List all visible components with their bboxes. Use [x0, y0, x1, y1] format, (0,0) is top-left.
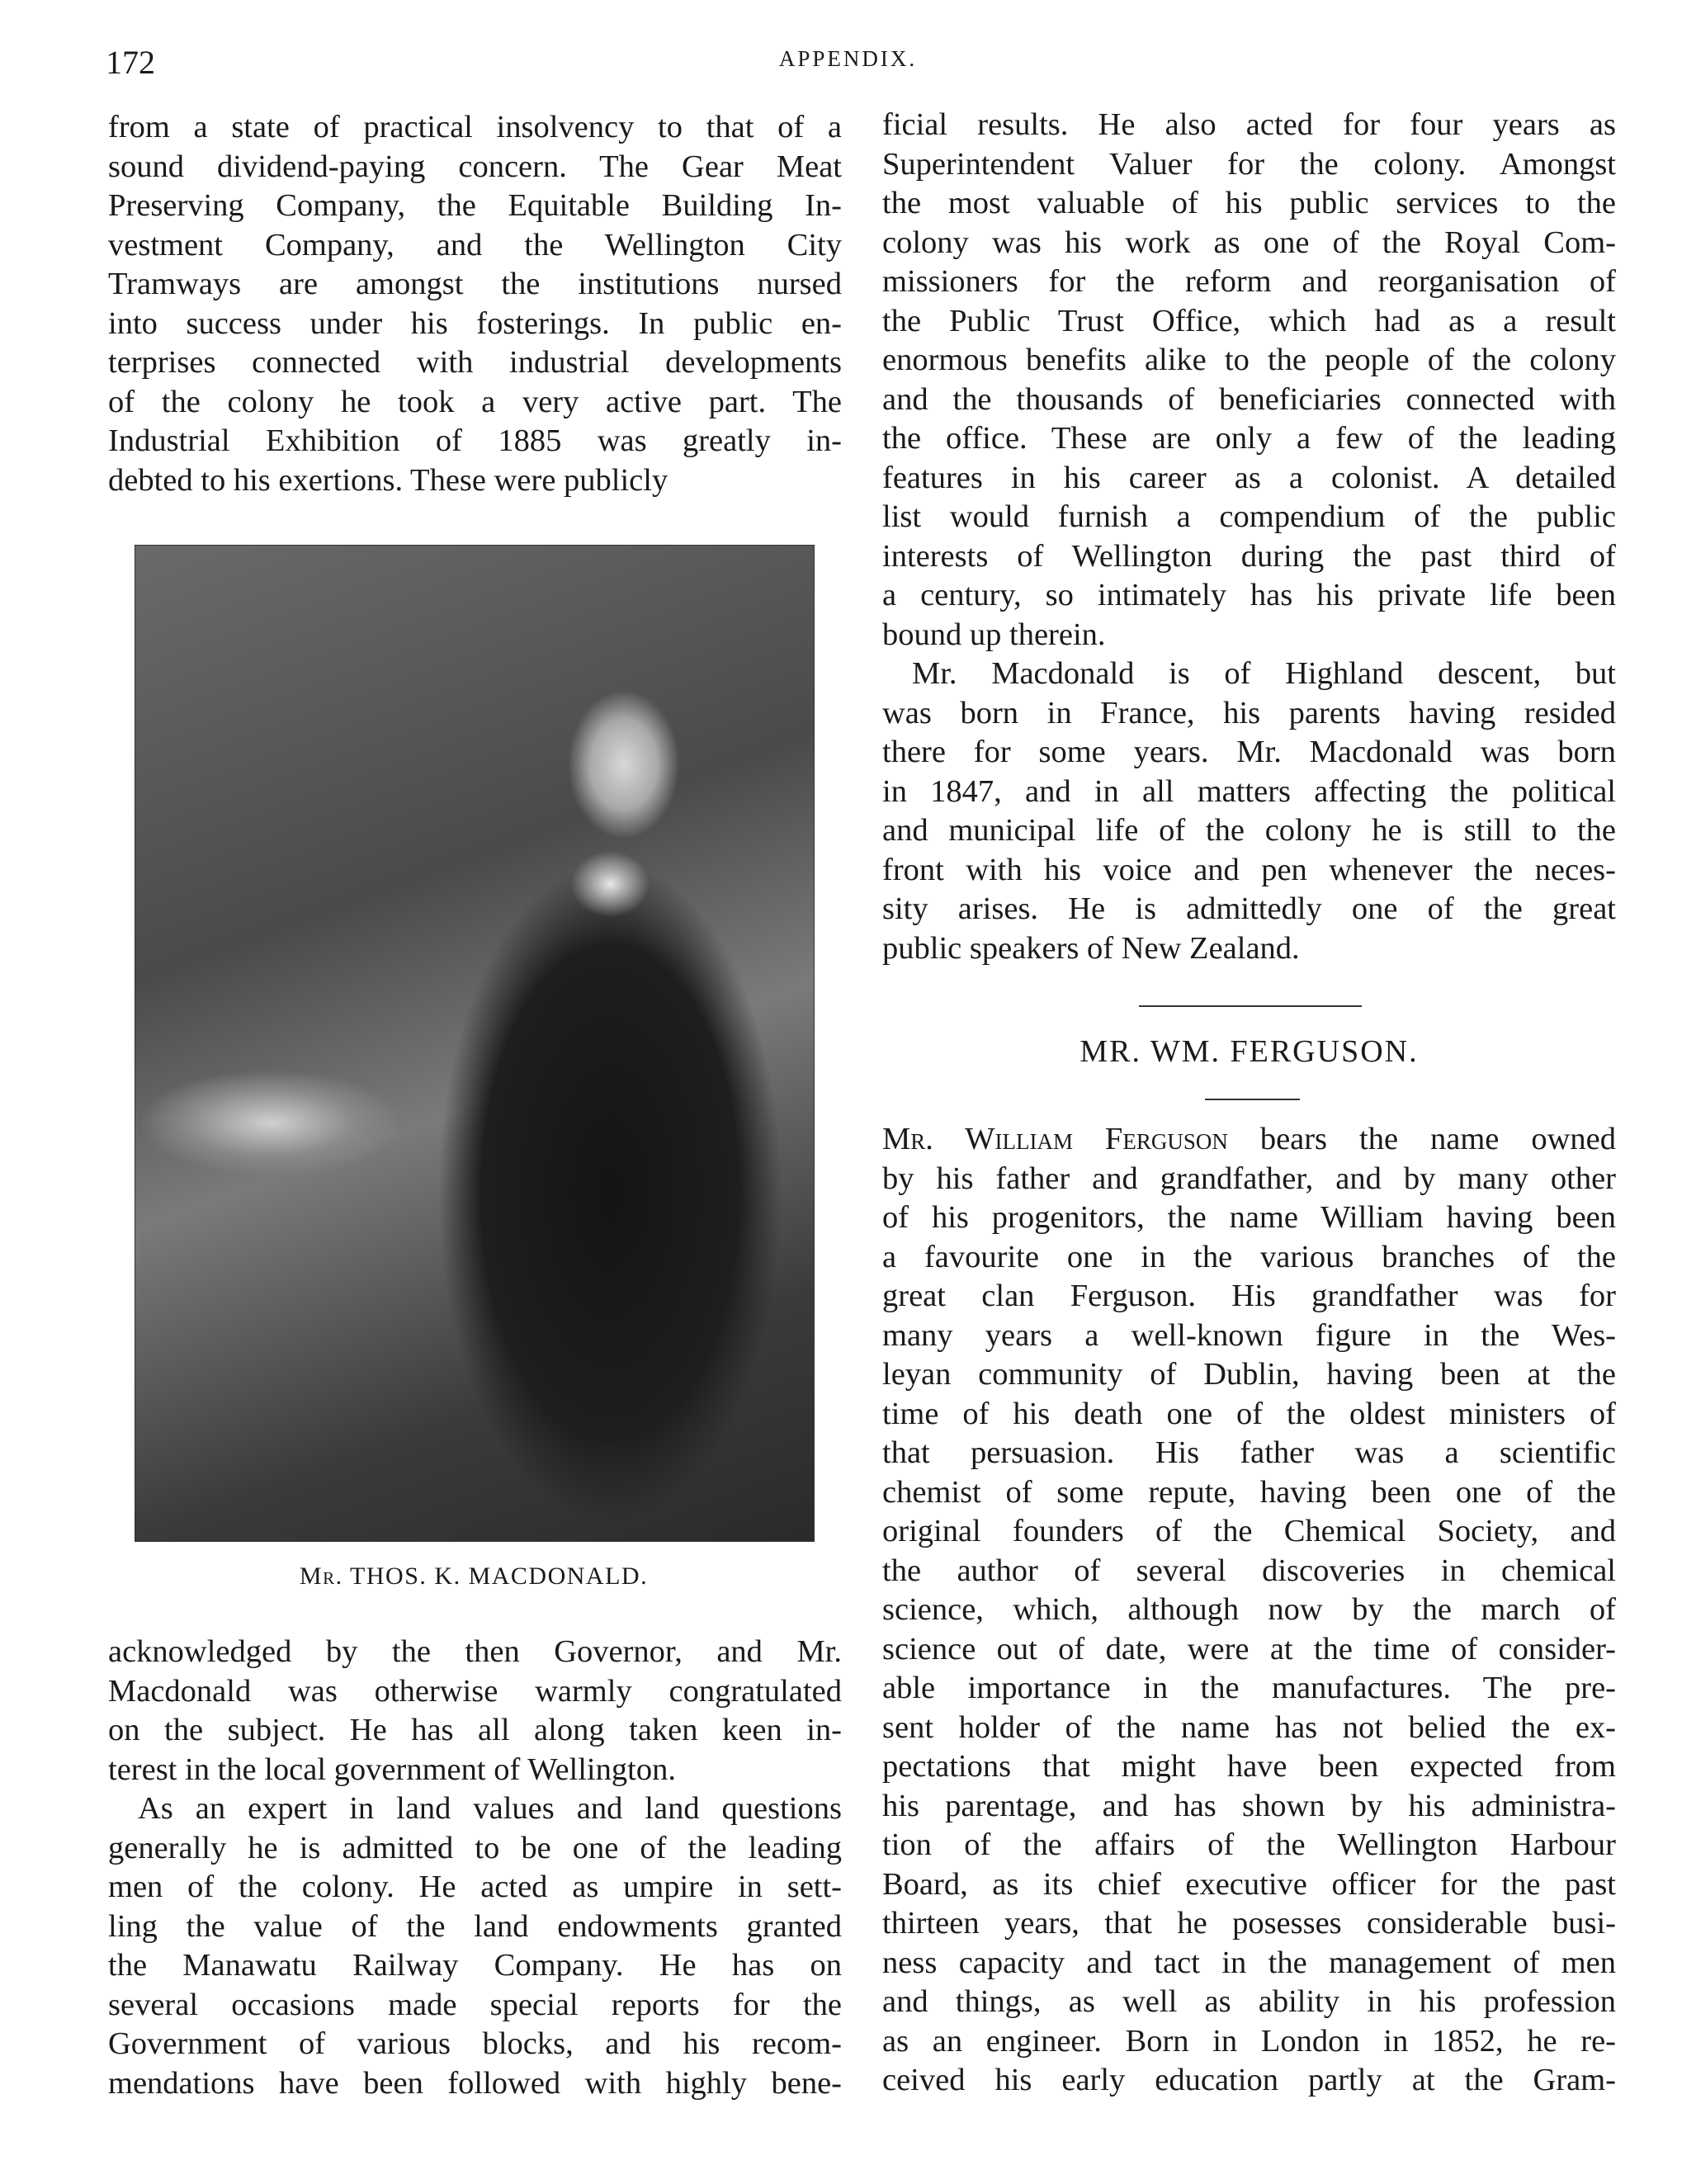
text-line: and the thousands of beneficiaries connected with [882, 381, 1616, 417]
text-line: Industrial Exhibition of 1885 was greatly in- [108, 423, 842, 458]
text-line: Superintendent Valuer for the colony. Amongst [882, 146, 1616, 182]
lead-rest: bears the name owned [1227, 1122, 1616, 1156]
text-line: of the colony he took a very active part. The [108, 384, 842, 419]
text-line: science out of date, were at the time of consider- [882, 1631, 1616, 1666]
text-line: sent holder of the name has not belied the ex- [882, 1709, 1616, 1745]
paragraph-lines [882, 1160, 1616, 2101]
text-line: and municipal life of the colony he is still to the [882, 813, 1616, 848]
text-line: terprises connected with industrial developments [108, 345, 842, 380]
text-line: able importance in the manufactures. The pre- [882, 1671, 1616, 1705]
text-line: tion of the affairs of the Wellington Harbour [882, 1827, 1616, 1862]
right-column-top-text [882, 106, 1616, 968]
portrait-caption: Mr. THOS. K. MACDONALD. [299, 1562, 649, 1590]
text-line: on the subject. He has all along taken keen in- [108, 1713, 842, 1747]
text-line: men of the colony. He acted as umpire in sett- [108, 1870, 842, 1904]
text-line: into success under his fosterings. In public en- [108, 305, 842, 341]
text-line: thirteen years, that he posesses considerable busi- [882, 1906, 1616, 1941]
text-line: front with his voice and pen whenever the neces- [882, 852, 1616, 887]
text-line: terest in the local government of Wellington. [108, 1751, 676, 1787]
text-line: list would furnish a compendium of the public [882, 499, 1616, 534]
text-line: and things, as well as ability in his profession [882, 1984, 1616, 2019]
section-heading: MR. WM. FERGUSON. [1079, 1034, 1419, 1069]
text-line: science, which, although now by the march of [882, 1592, 1616, 1627]
text-line [882, 1120, 1616, 1160]
text-line: features in his career as a colonist. A detailed [882, 460, 1616, 495]
text-line: Macdonald was otherwise warmly congratulated [108, 1673, 842, 1709]
text-line: colony was his work as one of the Royal Com- [882, 225, 1616, 260]
left-column-top-text [108, 108, 842, 500]
text-line: acknowledged by the then Governor, and Mr. [108, 1634, 842, 1669]
text-line: enormous benefits alike to the people of the colony [882, 343, 1616, 377]
text-line: there for some years. Mr. Macdonald was born [882, 735, 1616, 769]
text-line: many years a well-known figure in the Wes- [882, 1317, 1616, 1353]
text-line: great clan Ferguson. His grandfather was for [882, 1279, 1616, 1313]
page-number: 172 [106, 44, 155, 81]
text-line: debted to his exertions. These were publicly [108, 462, 668, 498]
text-line: As an expert in land values and land questions [138, 1791, 842, 1826]
text-line: missioners for the reform and reorganisation of [882, 264, 1616, 299]
running-head: APPENDIX. [778, 46, 918, 71]
text-line: ceived his early education partly at the Gram- [882, 2063, 1616, 2097]
text-line: a century, so intimately has his private life been [882, 578, 1616, 612]
text-line: was born in France, his parents having resided [882, 695, 1616, 730]
text-line: Preserving Company, the Equitable Building In- [108, 188, 842, 223]
text-line: in 1847, and in all matters affecting the political [882, 773, 1616, 809]
text-line: interests of Wellington during the past third of [882, 538, 1616, 574]
text-line: generally he is admitted to be one of the leading [108, 1830, 842, 1865]
section-divider-top [1139, 1005, 1362, 1007]
right-column-bottom-text [882, 1120, 1616, 2101]
text-line: pectations that might have been expected from [882, 1749, 1616, 1784]
text-line: ficial results. He also acted for four years as [882, 107, 1616, 142]
text-line: a favourite one in the various branches of the [882, 1239, 1616, 1274]
text-line: ling the value of the land endowments granted [108, 1908, 842, 1944]
text-line: Board, as its chief executive officer for the past [882, 1866, 1616, 1902]
text-line: sity arises. He is admittedly one of the great [882, 891, 1616, 926]
text-line: original founders of the Chemical Society, and [882, 1514, 1616, 1548]
text-line: ness capacity and tact in the management of men [882, 1945, 1616, 1980]
text-line: the author of several discoveries in chemical [882, 1553, 1616, 1588]
text-line: that persuasion. His father was a scientific [882, 1435, 1616, 1470]
text-line: bound up therein. [882, 617, 1106, 652]
text-line: Mr. Macdonald is of Highland descent, but [912, 656, 1616, 691]
text-line: his parentage, and has shown by his administra- [882, 1788, 1616, 1823]
text-line: chemist of some repute, having been one of the [882, 1474, 1616, 1510]
text-line: mendations have been followed with highly bene- [108, 2065, 842, 2101]
text-line: the Public Trust Office, which had as a result [882, 303, 1616, 338]
text-line: Tramways are amongst the institutions nursed [108, 267, 842, 301]
text-line: time of his death one of the oldest ministers of [882, 1396, 1616, 1431]
text-line: from a state of practical insolvency to that of a [108, 110, 842, 144]
portrait-photo [135, 545, 815, 1542]
text-line: leyan community of Dublin, having been at the [882, 1357, 1616, 1392]
text-line: vestment Company, and the Wellington City [108, 227, 842, 262]
text-line: the office. These are only a few of the leading [882, 421, 1616, 456]
text-line: the Manawatu Railway Company. He has on [108, 1948, 842, 1983]
text-line: public speakers of New Zealand. [882, 930, 1300, 966]
text-line: sound dividend-paying concern. The Gear Meat [108, 149, 842, 184]
section-divider-bottom [1205, 1099, 1300, 1100]
text-line: the most valuable of his public services to the [882, 186, 1616, 220]
text-line: by his father and grandfather, and by many other [882, 1161, 1616, 1196]
text-line: as an engineer. Born in London in 1852, he re- [882, 2023, 1616, 2059]
left-column-bottom-text [108, 1633, 842, 2103]
text-line: Government of various blocks, and his recom- [108, 2026, 842, 2061]
text-line: of his progenitors, the name William having been [882, 1200, 1616, 1235]
lead-name-smallcaps: Mr. William Ferguson [882, 1122, 1228, 1156]
text-line: several occasions made special reports for the [108, 1987, 842, 2022]
